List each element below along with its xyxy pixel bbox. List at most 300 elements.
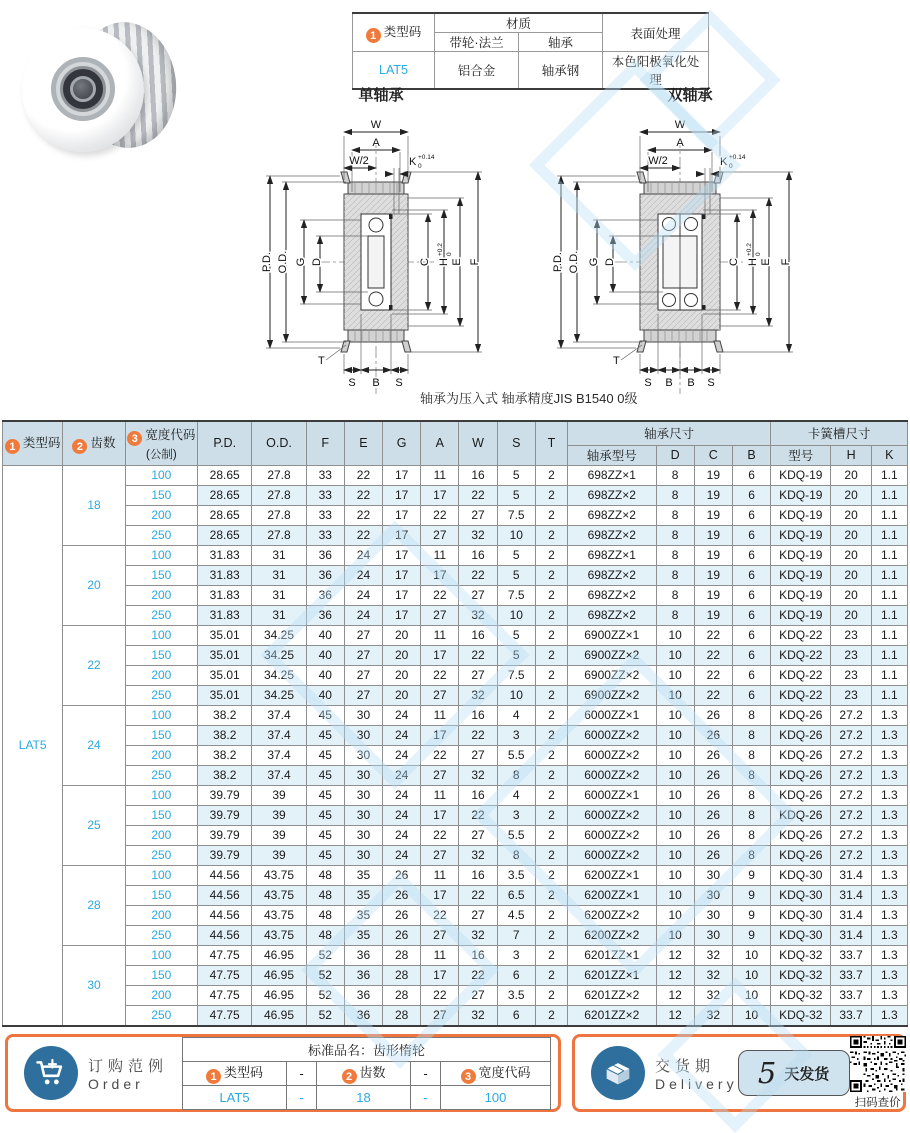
cell-bearing-model: 6200ZZ×2 xyxy=(568,925,656,945)
cell-t: 2 xyxy=(535,885,567,905)
cell-d: 10 xyxy=(656,745,694,765)
info-header-material: 材质 xyxy=(435,13,603,33)
cell-width-code: 200 xyxy=(125,905,197,925)
cell-g: 20 xyxy=(383,645,421,665)
cell-a: 27 xyxy=(421,685,459,705)
cell-c: 30 xyxy=(694,925,732,945)
cell-g: 17 xyxy=(383,605,421,625)
cell-k: 1.3 xyxy=(871,985,907,1005)
cell-g: 24 xyxy=(383,705,421,725)
cell-d: 10 xyxy=(656,645,694,665)
cell-e: 30 xyxy=(344,825,382,845)
cell-k: 1.3 xyxy=(871,845,907,865)
header-b: B xyxy=(732,445,770,465)
order-col-type-label: 类型码 xyxy=(224,1064,264,1080)
cell-k: 1.3 xyxy=(871,945,907,965)
cell-pd: 47.75 xyxy=(198,945,252,965)
cell-width-code: 250 xyxy=(125,1005,197,1026)
cell-w: 27 xyxy=(459,505,497,525)
teeth-count-cell: 25 xyxy=(63,785,125,865)
header-teeth xyxy=(63,421,125,465)
cell-pd: 28.65 xyxy=(198,525,252,545)
cell-e: 36 xyxy=(344,985,382,1005)
cell-s: 5.5 xyxy=(497,825,535,845)
cell-g: 20 xyxy=(383,685,421,705)
info-value-bearing: 轴承钢 xyxy=(519,52,603,90)
cell-pd: 35.01 xyxy=(198,665,252,685)
cell-b: 6 xyxy=(732,525,770,545)
spec-row xyxy=(3,745,908,765)
cell-s: 3 xyxy=(497,805,535,825)
dim-label-k: K xyxy=(720,156,728,168)
cell-a: 17 xyxy=(421,805,459,825)
cell-e: 27 xyxy=(344,625,382,645)
cell-width-code: 200 xyxy=(125,825,197,845)
cell-c: 26 xyxy=(694,705,732,725)
spec-row xyxy=(3,605,908,625)
cell-t: 2 xyxy=(535,765,567,785)
cell-t: 2 xyxy=(535,805,567,825)
cell-a: 22 xyxy=(421,985,459,1005)
cell-e: 24 xyxy=(344,565,382,585)
spec-row xyxy=(3,625,908,645)
cell-c: 22 xyxy=(694,685,732,705)
cell-ring-model: KDQ-19 xyxy=(771,565,831,585)
cell-width-code: 100 xyxy=(125,705,197,725)
dim-label-k-upper-tol: +0.14 xyxy=(418,154,435,161)
cell-w: 27 xyxy=(459,985,497,1005)
cell-ring-model: KDQ-26 xyxy=(771,725,831,745)
spec-row xyxy=(3,905,908,925)
cell-g: 24 xyxy=(383,845,421,865)
cell-t: 2 xyxy=(535,625,567,645)
cell-pd: 44.56 xyxy=(198,925,252,945)
cell-a: 27 xyxy=(421,765,459,785)
cell-d: 10 xyxy=(656,905,694,925)
cell-od: 34.25 xyxy=(252,685,306,705)
cell-pd: 39.79 xyxy=(198,785,252,805)
cell-width-code: 250 xyxy=(125,845,197,865)
cell-a: 22 xyxy=(421,505,459,525)
cell-c: 19 xyxy=(694,465,732,485)
cell-pd: 31.83 xyxy=(198,545,252,565)
cell-od: 37.4 xyxy=(252,705,306,725)
cell-s: 5 xyxy=(497,485,535,505)
cell-t: 2 xyxy=(535,845,567,865)
dim-label-pd: P.D. xyxy=(261,252,273,272)
cell-g: 28 xyxy=(383,965,421,985)
cell-h: 20 xyxy=(831,565,871,585)
dim-label-s-right: S xyxy=(395,377,403,389)
header-ring-model: 型号 xyxy=(771,445,831,465)
cell-a: 27 xyxy=(421,845,459,865)
cell-width-code: 250 xyxy=(125,605,197,625)
cell-h: 27.2 xyxy=(831,845,871,865)
cell-width-code: 100 xyxy=(125,465,197,485)
cell-f: 36 xyxy=(306,585,344,605)
cell-h: 27.2 xyxy=(831,765,871,785)
header-e: E xyxy=(344,421,382,465)
cell-k: 1.3 xyxy=(871,865,907,885)
info-header-type-code xyxy=(353,13,435,52)
cell-c: 26 xyxy=(694,845,732,865)
cell-w: 22 xyxy=(459,645,497,665)
cell-od: 34.25 xyxy=(252,645,306,665)
cell-t: 2 xyxy=(535,1005,567,1026)
order-col-width-label: 宽度代码 xyxy=(478,1064,531,1080)
cell-pd: 31.83 xyxy=(198,565,252,585)
cell-f: 48 xyxy=(306,885,344,905)
cell-f: 36 xyxy=(306,545,344,565)
cell-h: 27.2 xyxy=(831,745,871,765)
cell-s: 4 xyxy=(497,705,535,725)
cell-g: 17 xyxy=(383,565,421,585)
order-col-teeth xyxy=(317,1061,411,1085)
cell-width-code: 150 xyxy=(125,805,197,825)
cell-c: 26 xyxy=(694,825,732,845)
cell-s: 5 xyxy=(497,565,535,585)
badge-3-icon: 3 xyxy=(127,431,142,446)
delivery-unit: 天发货 xyxy=(784,1065,830,1083)
cell-c: 30 xyxy=(694,865,732,885)
cell-f: 45 xyxy=(306,725,344,745)
cell-width-code: 150 xyxy=(125,725,197,745)
cell-a: 17 xyxy=(421,485,459,505)
dim-label-k: K xyxy=(409,156,417,168)
dim-label-h-lower-tol: 0 xyxy=(446,252,453,256)
cell-d: 10 xyxy=(656,705,694,725)
cell-ring-model: KDQ-30 xyxy=(771,905,831,925)
cell-b: 6 xyxy=(732,665,770,685)
cell-b: 6 xyxy=(732,605,770,625)
cell-ring-model: KDQ-26 xyxy=(771,785,831,805)
spec-row xyxy=(3,985,908,1005)
cell-f: 45 xyxy=(306,765,344,785)
cell-e: 30 xyxy=(344,765,382,785)
cell-bearing-model: 6900ZZ×2 xyxy=(568,665,656,685)
spec-row xyxy=(3,765,908,785)
cell-k: 1.1 xyxy=(871,645,907,665)
header-od: O.D. xyxy=(252,421,306,465)
order-example-width: 100 xyxy=(441,1085,551,1109)
cell-bearing-model: 698ZZ×2 xyxy=(568,525,656,545)
cell-od: 31 xyxy=(252,565,306,585)
cell-s: 3 xyxy=(497,945,535,965)
cell-od: 27.8 xyxy=(252,505,306,525)
cell-ring-model: KDQ-19 xyxy=(771,485,831,505)
cell-w: 32 xyxy=(459,925,497,945)
delivery-box xyxy=(572,1034,906,1112)
cell-ring-model: KDQ-30 xyxy=(771,865,831,885)
cell-od: 46.95 xyxy=(252,985,306,1005)
cell-od: 37.4 xyxy=(252,725,306,745)
cell-c: 19 xyxy=(694,525,732,545)
cell-a: 11 xyxy=(421,705,459,725)
info-type-code-label: 类型码 xyxy=(383,24,422,39)
info-header-surface: 表面处理 xyxy=(603,13,709,52)
cell-b: 10 xyxy=(732,945,770,965)
single-bearing-drawing xyxy=(256,102,506,398)
cell-d: 8 xyxy=(656,605,694,625)
cell-e: 27 xyxy=(344,665,382,685)
order-example-dash: - xyxy=(411,1085,441,1109)
cell-od: 39 xyxy=(252,845,306,865)
header-h: H xyxy=(831,445,871,465)
cell-od: 39 xyxy=(252,825,306,845)
cell-ring-model: KDQ-26 xyxy=(771,765,831,785)
cell-h: 20 xyxy=(831,585,871,605)
info-value-surface: 本色阳极氧化处理 xyxy=(603,52,709,90)
cell-f: 48 xyxy=(306,925,344,945)
cell-ring-model: KDQ-30 xyxy=(771,885,831,905)
dim-label-h: H xyxy=(438,258,450,266)
cell-od: 37.4 xyxy=(252,745,306,765)
dim-label-k-lower-tol: 0 xyxy=(418,163,422,170)
cell-c: 26 xyxy=(694,725,732,745)
order-example-table xyxy=(182,1037,551,1110)
cell-d: 8 xyxy=(656,485,694,505)
cell-k: 1.3 xyxy=(871,925,907,945)
cell-b: 8 xyxy=(732,825,770,845)
cell-ring-model: KDQ-32 xyxy=(771,945,831,965)
cell-bearing-model: 6000ZZ×2 xyxy=(568,745,656,765)
cell-pd: 38.2 xyxy=(198,745,252,765)
cell-width-code: 150 xyxy=(125,645,197,665)
cell-ring-model: KDQ-32 xyxy=(771,1005,831,1026)
cell-f: 45 xyxy=(306,745,344,765)
cell-width-code: 100 xyxy=(125,865,197,885)
cell-k: 1.3 xyxy=(871,965,907,985)
cell-f: 45 xyxy=(306,705,344,725)
cell-ring-model: KDQ-30 xyxy=(771,925,831,945)
cell-pd: 39.79 xyxy=(198,805,252,825)
cell-a: 11 xyxy=(421,785,459,805)
cell-k: 1.1 xyxy=(871,505,907,525)
header-type-code xyxy=(3,421,63,465)
spec-row xyxy=(3,825,908,845)
cell-e: 35 xyxy=(344,905,382,925)
cell-w: 16 xyxy=(459,865,497,885)
cell-pd: 39.79 xyxy=(198,845,252,865)
cell-h: 20 xyxy=(831,485,871,505)
cell-h: 23 xyxy=(831,665,871,685)
dim-label-b-right: B xyxy=(687,377,695,389)
cell-od: 46.95 xyxy=(252,945,306,965)
dim-label-b: B xyxy=(372,377,380,389)
delivery-days-chip xyxy=(738,1050,850,1096)
package-icon xyxy=(591,1046,645,1100)
cell-od: 43.75 xyxy=(252,865,306,885)
cell-s: 6 xyxy=(497,1005,535,1026)
cell-f: 40 xyxy=(306,685,344,705)
cell-k: 1.1 xyxy=(871,625,907,645)
cell-width-code: 200 xyxy=(125,585,197,605)
cell-od: 37.4 xyxy=(252,765,306,785)
cell-s: 4.5 xyxy=(497,905,535,925)
type-code-cell: LAT5 xyxy=(3,465,63,1026)
cell-e: 22 xyxy=(344,485,382,505)
cell-s: 8 xyxy=(497,845,535,865)
cell-a: 17 xyxy=(421,965,459,985)
cell-t: 2 xyxy=(535,685,567,705)
cell-a: 11 xyxy=(421,865,459,885)
cell-e: 30 xyxy=(344,745,382,765)
double-bearing-title: 双轴承 xyxy=(667,87,713,104)
cell-bearing-model: 6900ZZ×2 xyxy=(568,645,656,665)
cell-a: 17 xyxy=(421,725,459,745)
cell-f: 52 xyxy=(306,965,344,985)
qr-block xyxy=(850,1036,906,1110)
cell-c: 19 xyxy=(694,545,732,565)
cell-bearing-model: 6900ZZ×2 xyxy=(568,685,656,705)
cell-bearing-model: 6200ZZ×1 xyxy=(568,885,656,905)
cell-width-code: 200 xyxy=(125,985,197,1005)
cell-bearing-model: 6200ZZ×1 xyxy=(568,865,656,885)
cell-t: 2 xyxy=(535,905,567,925)
dim-label-s-right: S xyxy=(707,377,715,389)
double-bearing-drawing xyxy=(545,102,835,398)
cell-s: 4 xyxy=(497,785,535,805)
cell-bearing-model: 6000ZZ×2 xyxy=(568,845,656,865)
cell-c: 26 xyxy=(694,785,732,805)
order-example-dash: - xyxy=(287,1085,317,1109)
cell-t: 2 xyxy=(535,705,567,725)
dim-label-s-left: S xyxy=(348,377,356,389)
cell-k: 1.3 xyxy=(871,725,907,745)
header-w: W xyxy=(459,421,497,465)
cell-bearing-model: 698ZZ×2 xyxy=(568,605,656,625)
delivery-label-cn: 交货期 xyxy=(655,1057,716,1075)
cell-s: 3 xyxy=(497,725,535,745)
cell-ring-model: KDQ-32 xyxy=(771,965,831,985)
cell-s: 5 xyxy=(497,545,535,565)
cell-g: 20 xyxy=(383,665,421,685)
qr-caption: 扫码查价 xyxy=(854,1097,901,1109)
spec-row xyxy=(3,485,908,505)
cell-s: 5 xyxy=(497,465,535,485)
spec-table xyxy=(2,420,908,1027)
dim-label-k-lower-tol: 0 xyxy=(729,163,733,170)
cell-h: 27.2 xyxy=(831,705,871,725)
cell-w: 27 xyxy=(459,905,497,925)
cell-f: 40 xyxy=(306,645,344,665)
cell-width-code: 200 xyxy=(125,745,197,765)
dim-label-b-left: B xyxy=(665,377,673,389)
cell-d: 10 xyxy=(656,765,694,785)
cell-od: 43.75 xyxy=(252,905,306,925)
spec-row xyxy=(3,685,908,705)
cell-width-code: 200 xyxy=(125,665,197,685)
cell-c: 19 xyxy=(694,585,732,605)
info-value-belt-flange: 铝合金 xyxy=(435,52,519,90)
cell-c: 26 xyxy=(694,745,732,765)
cell-e: 30 xyxy=(344,725,382,745)
cell-c: 32 xyxy=(694,985,732,1005)
spec-row xyxy=(3,525,908,545)
cell-b: 6 xyxy=(732,465,770,485)
cell-s: 3.5 xyxy=(497,865,535,885)
cell-pd: 47.75 xyxy=(198,965,252,985)
cell-width-code: 150 xyxy=(125,885,197,905)
cell-h: 31.4 xyxy=(831,905,871,925)
cell-od: 31 xyxy=(252,545,306,565)
cell-c: 30 xyxy=(694,905,732,925)
cell-bearing-model: 6000ZZ×2 xyxy=(568,825,656,845)
cell-width-code: 150 xyxy=(125,485,197,505)
cell-c: 26 xyxy=(694,765,732,785)
cell-d: 10 xyxy=(656,665,694,685)
info-header-bearing: 轴承 xyxy=(519,33,603,52)
cell-s: 7.5 xyxy=(497,585,535,605)
cell-width-code: 200 xyxy=(125,505,197,525)
cell-b: 8 xyxy=(732,725,770,745)
order-example-teeth: 18 xyxy=(317,1085,411,1109)
order-dash: - xyxy=(287,1061,317,1085)
cell-w: 22 xyxy=(459,965,497,985)
delivery-label-en: Delivery xyxy=(655,1075,738,1092)
single-bearing-title: 单轴承 xyxy=(358,87,404,104)
dim-label-g: G xyxy=(295,257,307,267)
cell-bearing-model: 6000ZZ×1 xyxy=(568,705,656,725)
cell-e: 35 xyxy=(344,865,382,885)
cell-g: 17 xyxy=(383,465,421,485)
cell-od: 43.75 xyxy=(252,885,306,905)
badge-1-icon: 1 xyxy=(5,439,20,454)
cell-k: 1.3 xyxy=(871,765,907,785)
cell-k: 1.1 xyxy=(871,605,907,625)
cell-e: 30 xyxy=(344,785,382,805)
cell-a: 22 xyxy=(421,665,459,685)
cell-bearing-model: 6201ZZ×1 xyxy=(568,965,656,985)
cell-h: 33.7 xyxy=(831,965,871,985)
order-table-title: 标准品名：齿形惰轮 xyxy=(183,1037,551,1061)
cell-w: 16 xyxy=(459,545,497,565)
cell-g: 20 xyxy=(383,625,421,645)
cell-d: 12 xyxy=(656,945,694,965)
header-width-code-sub: (公制) xyxy=(146,449,177,461)
header-bearing-model: 轴承型号 xyxy=(568,445,656,465)
cell-s: 10 xyxy=(497,525,535,545)
cell-ring-model: KDQ-19 xyxy=(771,545,831,565)
cell-b: 10 xyxy=(732,1005,770,1026)
cell-f: 33 xyxy=(306,505,344,525)
cell-g: 17 xyxy=(383,485,421,505)
cell-w: 32 xyxy=(459,845,497,865)
cell-g: 26 xyxy=(383,925,421,945)
cell-c: 22 xyxy=(694,665,732,685)
dim-label-h-upper-tol: +0.2 xyxy=(437,243,444,256)
cell-b: 9 xyxy=(732,885,770,905)
info-table xyxy=(352,12,709,90)
header-ring-group: 卡簧槽尺寸 xyxy=(771,421,908,445)
cell-a: 22 xyxy=(421,585,459,605)
cell-h: 23 xyxy=(831,645,871,665)
cell-d: 10 xyxy=(656,845,694,865)
cell-t: 2 xyxy=(535,945,567,965)
qr-code xyxy=(850,1036,906,1092)
header-width-code-label: 宽度代码 xyxy=(145,427,196,442)
cell-ring-model: KDQ-26 xyxy=(771,845,831,865)
dim-label-h-upper-tol: +0.2 xyxy=(746,243,753,256)
cell-k: 1.3 xyxy=(871,805,907,825)
cell-h: 20 xyxy=(831,545,871,565)
order-col-teeth-label: 齿数 xyxy=(359,1064,386,1080)
cell-e: 24 xyxy=(344,545,382,565)
cell-c: 32 xyxy=(694,1005,732,1026)
cell-f: 52 xyxy=(306,945,344,965)
cell-k: 1.3 xyxy=(871,825,907,845)
spec-row xyxy=(3,1005,908,1026)
